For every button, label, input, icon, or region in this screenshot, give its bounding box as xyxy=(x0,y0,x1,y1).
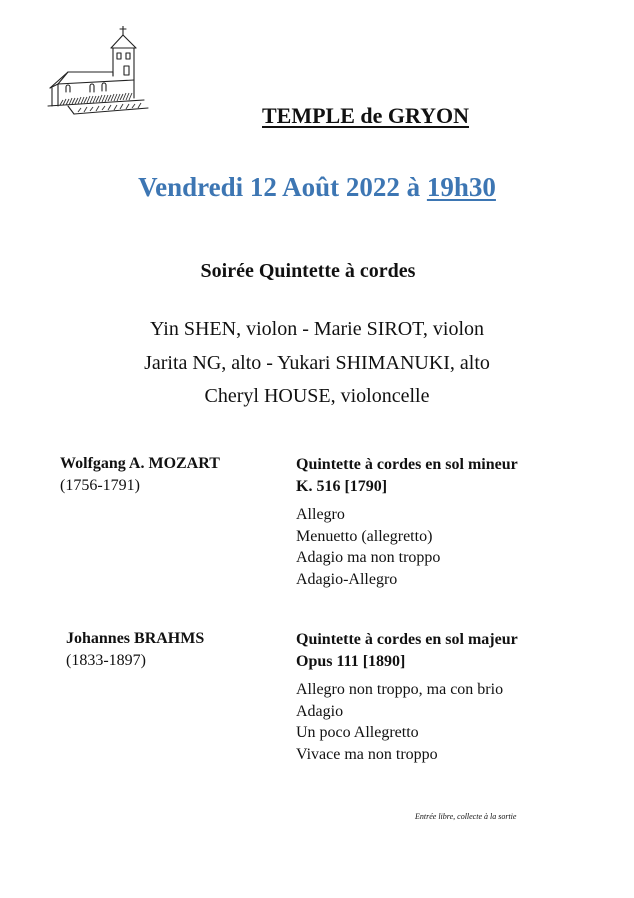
composer-block xyxy=(60,453,220,497)
movement-item: Allegro xyxy=(296,506,345,523)
performers-line: Yin SHEN, violon - Marie SIROT, violon xyxy=(149,318,485,340)
work-catalog-line: Opus 111 [1890] xyxy=(296,653,406,670)
event-time: 19h30 xyxy=(426,172,496,202)
work-title-line: Quintette à cordes en sol mineur xyxy=(296,456,518,473)
work-catalog-line: K. 516 [1790] xyxy=(296,478,388,495)
work-block xyxy=(296,454,518,590)
composer-name: Johannes BRAHMS xyxy=(66,630,205,647)
concert-title: Soirée Quintette à cordes xyxy=(200,260,416,282)
church-drawing-icon xyxy=(44,26,156,122)
composer-years: (1833-1897) xyxy=(66,652,146,669)
movement-item: Adagio ma non troppo xyxy=(296,549,441,566)
movement-item: Menuetto (allegretto) xyxy=(296,527,433,545)
performers-line: Jarita NG, alto - Yukari SHIMANUKI, alto xyxy=(144,351,490,374)
footer-note: Entrée libre, collecte à la sortie xyxy=(415,812,517,821)
venue-title: TEMPLE de GRYON xyxy=(262,103,470,128)
performers-line: Cheryl HOUSE, violoncelle xyxy=(204,385,430,407)
performers-list xyxy=(0,313,634,414)
work-block xyxy=(296,629,518,765)
movement-item: Adagio xyxy=(296,702,344,720)
event-date-line xyxy=(0,172,634,203)
movement-item: Vivace ma non troppo xyxy=(296,745,438,763)
movement-item: Un poco Allegretto xyxy=(296,724,419,741)
movements-list xyxy=(296,504,518,590)
work-title-line: Quintette à cordes en sol majeur xyxy=(296,631,518,648)
composer-years: (1756-1791) xyxy=(60,477,140,494)
movement-item: Allegro non troppo, ma con brio xyxy=(296,681,504,698)
composer-name: Wolfgang A. MOZART xyxy=(60,455,220,472)
composer-block xyxy=(66,628,204,672)
event-date: Vendredi 12 Août 2022 à xyxy=(138,172,427,202)
movement-item: Adagio-Allegro xyxy=(296,570,398,588)
movements-list xyxy=(296,679,518,765)
